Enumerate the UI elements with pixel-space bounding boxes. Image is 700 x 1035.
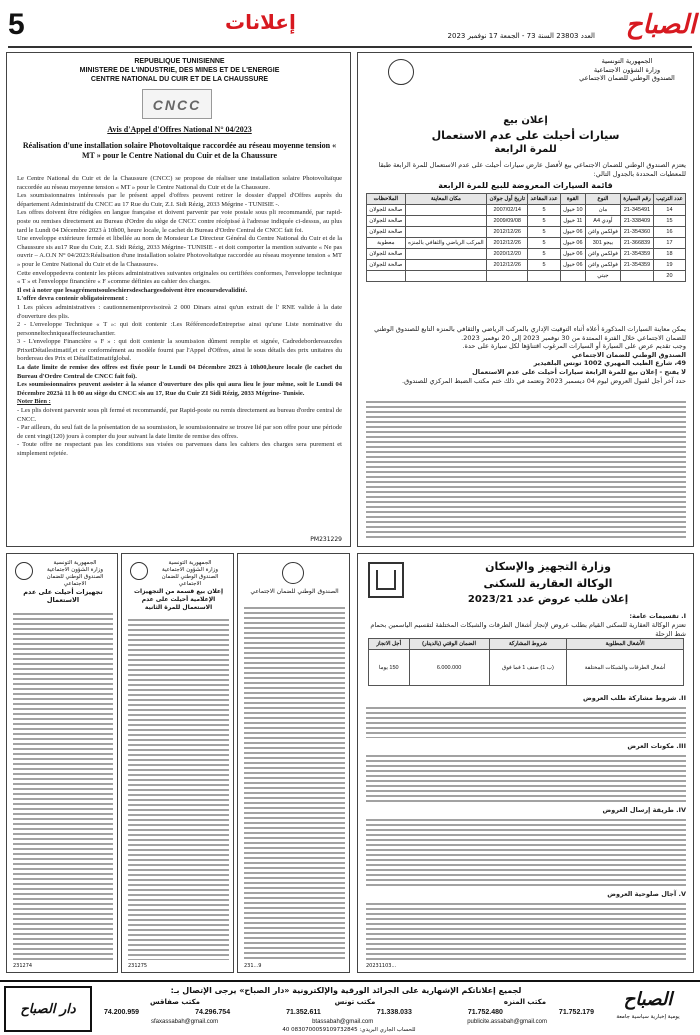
cncc-tender-ad	[6, 52, 351, 547]
table-cell: 2020/12/20	[487, 249, 528, 260]
body-line: الصندوق الوطني للضمان الاجتماعي	[571, 350, 686, 359]
phone-number: 71.352.611	[286, 1009, 321, 1016]
table-cell: 17	[653, 238, 685, 249]
org-line: الجمهورية التونسية	[601, 57, 653, 65]
paragraph: Cette enveloppedevra contenir les pièces administratives suivantes originales ou certifiées conformes, l'enveloppe technique « T » et l'enveloppe financière « F »comme définies au cahier des charges.	[17, 269, 342, 286]
text-block	[366, 752, 686, 802]
table-header: رقم السيارة	[621, 194, 654, 205]
sale-intro: يعتزم الصندوق الوطني للضمان الاجتماعي بيع لأفضل عارض سيارات أحيلت على عدم الاستعمال للمرة الرابعة طبقا للمعطيات المحددة بالجدول التالي:	[378, 161, 686, 178]
table-cell: 2012/12/26	[487, 227, 528, 238]
text-block	[366, 704, 686, 738]
table-header: الملاحظات	[367, 194, 406, 205]
small-ad-title: إعلان بيع قسمة من التجهيزات الإعلامية أحيلت على عدم الاستعمال للمرة الثانية	[133, 588, 224, 611]
section-heading: II. شروط مشاركة طلب العروض	[583, 694, 686, 702]
header-rule	[8, 46, 692, 48]
table-cell	[487, 271, 528, 282]
table-header: مكان المعاينة	[405, 194, 487, 205]
table-row	[367, 260, 686, 271]
table-cell	[528, 271, 561, 282]
phone-number: 71.338.033	[376, 1009, 412, 1016]
footer-logo-right: الصباح يومية إخبارية سياسية جامعة	[600, 986, 696, 1032]
table-cell	[560, 271, 585, 282]
advertising-footer	[0, 980, 700, 1035]
org-lines: الجمهورية التونسية وزارة الشؤون الاجتماعية الصندوق الوطني للضمان الاجتماعي	[161, 560, 219, 587]
sale-title: إعلان بيع	[503, 115, 548, 126]
table-cell: 6.000.000	[409, 650, 489, 686]
paragraph: Une enveloppe extérieure fermée et libellée au nom de Monsieur Le Directeur Général du Centre National du Cuir et de la Chaussure sis au17 Rue du Cuir, Z.I. Sidi Rézig, 2033 Mégrine- TUNISIE - et doit comporter la mention suivante « Ne pas ouvrir – A.O.N N° 04/2023:Réalisation d'une installation solaire Photovoltaïque raccordée au réseau moyenne tension « MT » pour le Centre National du Cuir et de la Chaussure».	[17, 235, 342, 268]
table-row	[367, 216, 686, 227]
ministry-line: MINISTERE DE L'INDUSTRIE, DES MINES ET DE L'ENERGIE	[79, 67, 280, 74]
table-cell: 10 خيول	[560, 205, 585, 216]
table-cell: (ب 1) صنف 1 فما فوق	[489, 650, 567, 686]
org-line: وزارة الشؤون الاجتماعية	[593, 65, 661, 74]
section-heading: V. آجال صلوحية العروض	[607, 890, 686, 898]
table-cell: 06 خيول	[560, 260, 585, 271]
sale-subtitle: سيارات أحيلت على عدم الاستعمال	[431, 129, 620, 142]
table-row	[367, 205, 686, 216]
table-cell	[621, 271, 654, 282]
table-cell: 5	[528, 249, 561, 260]
cncc-logo: CNCC	[142, 89, 212, 119]
table-header: عدد الترتيب	[653, 194, 685, 205]
table-cell: معطوبة	[367, 238, 406, 249]
phone-number: 71.752.480	[467, 1009, 503, 1016]
paragraph: Il est à noter que lesagrémentsouleschiersdeschargesdoivent être encoursdevalidité.	[17, 286, 248, 294]
table-cell: 21-345491	[621, 205, 654, 216]
table-header: الضمان الوقتي (بالدينار)	[409, 639, 489, 650]
table-cell: 2012/12/26	[487, 238, 528, 249]
table-cell: أودي A4	[585, 216, 620, 227]
table-cell: 15	[653, 216, 685, 227]
note-item: - Par ailleurs, du seul fait de la présentation de sa soumission, le soumissionnaire se trouve lié par son offre pour une période de cent vingt(120) jours à compter du jour suivant la date limite de remise des offres.	[17, 424, 342, 440]
table-cell: 16	[653, 227, 685, 238]
page-header	[0, 0, 700, 50]
tender-title: إعلان طلب عروض عدد 2023/21	[467, 594, 629, 605]
cnss-logo-icon	[130, 562, 148, 580]
table-cell: فولكس واغن	[585, 227, 620, 238]
email-link[interactable]: sfaxassabah@gmail.com	[150, 1019, 219, 1025]
paragraph: Les soumissionnaires intéressés par le présent appel d'offres peuvent retirer le dossier d'appel d'Offres auprès du département Administratif du CNCC au 17 Rue du Cuir, Z.I. Sidi Rézig, 2033 Mégrine - TUNISIE -.	[17, 192, 342, 208]
email-link[interactable]: btassabah@gmail.com	[312, 1019, 374, 1025]
table-cell: صالحة للجولان	[367, 260, 406, 271]
table-cell: 21-354359	[621, 260, 654, 271]
avis-object: Réalisation d'une installation solaire Photovoltaïque raccordée au réseau moyenne tension « MT » pour le Centre National du Cuir et de la Chaussure	[22, 141, 337, 160]
table-cell: 19	[653, 260, 685, 271]
table-cell: 20	[653, 271, 685, 282]
paragraph: L'offre devra contenir obligatoirement :	[17, 295, 128, 303]
section-title: إعلانات	[225, 10, 296, 34]
phone-number: 74.296.754	[195, 1009, 231, 1016]
table-cell: صالحة للجولان	[367, 205, 406, 216]
phone-number: 74.200.959	[104, 1009, 140, 1016]
table-row	[367, 271, 686, 282]
table-cell: 150 يوما	[369, 650, 410, 686]
table-header: الأشغال المطلوبة	[567, 639, 684, 650]
small-ad	[237, 553, 350, 973]
afh-tender-ad	[357, 553, 694, 973]
table-header: تاريخ أول جولان	[487, 194, 528, 205]
ad-ref: 231275	[128, 963, 148, 969]
table-cell: 06 خيول	[560, 238, 585, 249]
body-line: لا يفتح - إعلان بيع للمرة الرابعة سيارات أحيلت على عدم الاستعمال	[472, 367, 686, 376]
paragraph: La date limite de remise des offres est fixée pour le Lundi 04 Décembre 2023 à 10h00,heure locale (le cachet du Bureau d'Ordre Central de CNCC fait foi).	[17, 364, 342, 380]
tender-table	[368, 638, 684, 686]
table-cell	[405, 260, 487, 271]
ministry-line: CENTRE NATIONAL DU CUIR ET DE LA CHAUSSURE	[90, 76, 269, 83]
table-cell: فولكس واغن	[585, 249, 620, 260]
table-cell: 2007/02/14	[487, 205, 528, 216]
table-cell: 2009/09/08	[487, 216, 528, 227]
cars-table	[366, 193, 686, 282]
table-cell	[405, 216, 487, 227]
body-line: يمكن معاينة السيارات المذكورة أعلاه أثناء التوقيت الإداري بالمركب الرياضي والثقافي بالمنزه التابع للصندوق الوطني للضمان الاجتماعي خلال الفترة الممتدة من 30 نوفمبر 2023 إلى 20 نوفمبر 2023.	[374, 325, 686, 342]
table-cell: 5	[528, 260, 561, 271]
table-cell: 5	[528, 238, 561, 249]
table-cell: 14	[653, 205, 685, 216]
table-cell: صالحة للجولان	[367, 216, 406, 227]
table-cell: 5	[528, 216, 561, 227]
afh-logo-icon	[368, 562, 404, 598]
office-name: مكتب صفاقس	[149, 998, 201, 1006]
issue-line: العدد 23803 السنة 73 - الجمعة 17 نوفمبر 2023	[447, 32, 595, 40]
table-cell: 2012/12/26	[487, 260, 528, 271]
small-ad	[121, 553, 234, 973]
cnss-logo-icon	[282, 562, 304, 584]
table-cell	[405, 227, 487, 238]
table-cell: 18	[653, 249, 685, 260]
page-number: 5	[8, 8, 25, 41]
table-cell	[367, 271, 406, 282]
text-block	[128, 616, 229, 960]
body-line: 49، شارع الطيب المهيري 1002 تونس البلفيدير	[533, 359, 686, 368]
table-cell	[405, 205, 487, 216]
note-title: Noter Bien :	[17, 398, 51, 406]
ad-ref: 231...9	[244, 963, 262, 969]
ad-ref: PM231229	[310, 536, 342, 543]
footer-headline: لجميع إعلاناتكم الإشهارية على الجرائد الورقية والإلكترونية «دار الصباح» يرجى الإتصال بـ:	[170, 986, 522, 995]
paragraph: Le Centre National du Cuir et de la Chaussure (CNCC) se propose de réaliser une installation solaire Photovoltaïque raccordée au réseau moyenne tension « MT » pour le Centre National du Cuir et de la Chaussure.	[17, 175, 342, 191]
table-cell: 21-366839	[621, 238, 654, 249]
table-cell: 06 خيول	[560, 249, 585, 260]
org-lines: الصندوق الوطني للضمان الاجتماعي	[250, 588, 339, 595]
section-heading: IV. طريقة إرسال العروض	[602, 806, 686, 814]
body-line: وجب تقديم عرض على السيارة أو السيارات المرغوب اقتناؤها لكل سيارة على حدة.	[462, 342, 686, 351]
table-cell: 5	[528, 227, 561, 238]
ministry-title: وزارة التجهيز والإسكان	[485, 560, 611, 573]
table-cell: 5	[528, 205, 561, 216]
table-cell: 21-354360	[621, 227, 654, 238]
cnss-sale-ad	[357, 52, 694, 547]
table-cell: بيجو 301	[585, 238, 620, 249]
table-cell: 21-354359	[621, 249, 654, 260]
org-lines: الجمهورية التونسية وزارة الشؤون الاجتماعية الصندوق الوطني للضمان الاجتماعي	[46, 560, 104, 587]
office-name: مكتب المنزه	[503, 998, 547, 1006]
agency-title: الوكالة العقارية للسكنى	[483, 577, 613, 590]
table-header: شروط المشاركة	[489, 639, 567, 650]
list-item: 3 - L'enveloppe Financière « F » : qui doit contenir la soumission dûment remplie et signée, Cadredebordereauxdes PrixetDétailestimatif,et ce conformément au modèle fourni par l'Appel d'Offres, ainsi le sous détails des prix unitaires du bordereau des Prix et DétailEstimatifglobal.	[17, 338, 342, 363]
list-item: 2 - L'enveloppe Technique « T »: qui doit contenir :Les RéférencedeEntreprise ainsi qu'une Liste nominative du personneltechniqueaffecteurachantier.	[17, 321, 342, 337]
table-cell: 11 خيول	[560, 216, 585, 227]
table-cell: 21-338409	[621, 216, 654, 227]
table-row	[367, 238, 686, 249]
paragraph: Les offres doivent être rédigées en langue française et doivent parvenir par voie postale sous pli recommandé, par rapid-poste ou remises directement au Bureau d'Ordre du siège de CNCC contre récépissé à l'adresse indiquée ci-dessus, au plus tard le Lundi 04 Décembre 2023 à 10h00, heure locale, le cachet du Bureau d'Ordre Central de CNCC fait foi.	[17, 209, 342, 234]
table-cell: 06 خيول	[560, 227, 585, 238]
table-cell: أشغال الطرقات والشبكات المختلفة	[567, 650, 684, 686]
note-item: - Toute offre ne respectant pas les conditions sus visées ou parvenues dans les cahiers des charges sera purement et simplement rejetée.	[17, 441, 342, 457]
email-link[interactable]: publicite.assabah@gmail.com	[467, 1019, 547, 1025]
paragraph: Les soumissionnaires peuvent assister à la séance d'ouverture des plis qui aura lieu le jour même, soit le Lundi 04 Décembre 2023à 11 h 00 au siège du CNCC sis au 17, Rue du Cuir ZI Sidi Rézig, 2033 Mégrine- Tunisie.	[17, 381, 342, 397]
org-line: الصندوق الوطني للضمان الاجتماعي	[579, 74, 675, 82]
table-header: عدد المقاعد	[528, 194, 561, 205]
phone-number: 71.752.179	[558, 1009, 594, 1016]
section-heading: III. مكونات العرض	[627, 742, 686, 750]
table-header: النوع	[585, 194, 620, 205]
table-cell	[405, 271, 487, 282]
ad-ref: 231274	[13, 963, 33, 969]
text-block	[366, 816, 686, 886]
table-cell: مان	[585, 205, 620, 216]
tender-intro: تعتزم الوكالة العقارية للسكنى القيام بطلب عروض لإنجاز أشغال الطرقات والشبكات المختلفة لتقسيم الياسمين بحمام شط الزحلة	[370, 621, 686, 638]
table-cell: صالحة للجولان	[367, 249, 406, 260]
newspaper-logo: الصباح	[625, 10, 696, 40]
table-header: أجل الانجاز	[369, 639, 410, 650]
body-line: حدد آخر أجل لقبول العروض ليوم 04 ديسمبر 2023 وتعتمد في ذلك ختم مكتب الضبط المركزي للصندوق.	[402, 376, 686, 385]
text-block	[366, 398, 686, 538]
note-item: - Les plis doivent parvenir sous pli fermé et recommandé, par Rapid-poste ou remis directement au bureau d'ordre central de CNCC.	[17, 407, 342, 423]
table-title: قائمة السيارات المعروضة للبيع للمرة الرابعة	[438, 181, 613, 190]
cnss-logo-icon	[388, 59, 414, 85]
cnss-logo-icon	[15, 562, 33, 580]
footer-tagline: يومية إخبارية سياسية جامعة	[616, 1014, 680, 1020]
table-cell	[405, 249, 487, 260]
table-cell: المركب الرياضي والثقافي بالمنزه	[405, 238, 487, 249]
table-cell: صالحة للجولان	[367, 227, 406, 238]
footer-logo-left: دار الصباح	[4, 986, 92, 1032]
avis-title: Avis d'Appel d'Offres National N° 04/2023	[107, 125, 252, 134]
table-cell: جيتي	[585, 271, 620, 282]
text-block	[366, 900, 686, 960]
list-item: 1 Les pièces administratives : cautionnementprovisoireà 2 000 Dinars ainsi qu'un extrait de l' RNE valide à la date d'ouverture des plis.	[17, 303, 342, 320]
office-name: مكتب تونس	[334, 998, 376, 1006]
table-row	[367, 249, 686, 260]
ad-ref: 20231103...	[366, 963, 397, 969]
sale-round: للمرة الرابعة	[494, 144, 557, 155]
text-block	[244, 604, 345, 960]
text-block	[13, 610, 113, 960]
small-ad-title: تجهيزات أحيلت على عدم الاستعمال	[23, 588, 103, 604]
footer-bottom-line: للحساب الجاري البريدي: 0830700059109732845 40	[282, 1027, 416, 1033]
ministry-line: REPUBLIQUE TUNISIENNE	[134, 58, 225, 65]
small-ad	[6, 553, 118, 973]
table-row	[367, 227, 686, 238]
table-header: القوة	[560, 194, 585, 205]
section-heading: I. تقسيمات عامة:	[629, 612, 686, 620]
table-cell: فولكس واغن	[585, 260, 620, 271]
